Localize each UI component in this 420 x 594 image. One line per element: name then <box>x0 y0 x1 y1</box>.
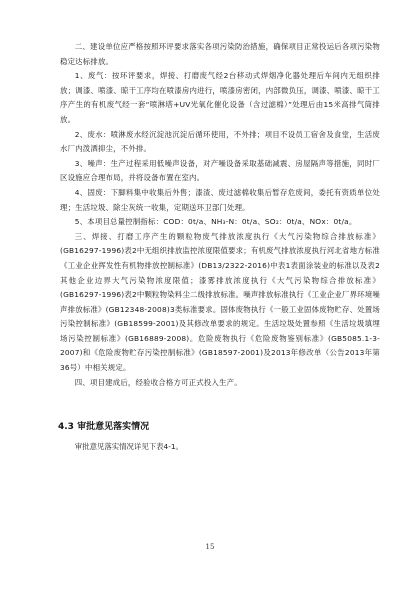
paragraph-emission-standards: 三、焊接、打磨工序产生的颗粒物废气排放浓度执行《大气污染物综合排放标准》(GB16297-1996)表2中无组织排放监控浓度限值要求；有机废气排放浓度执行河北省地方标准《工业企业挥发性有机物排放控制标准》(DB13/2322-2016)中表1表面涂装业的标准以及表2其他企业边界大气污染物浓度限值；漆雾排放浓度执行《大气污染物综合排放标准》(GB16297-1996)表2中颗粒物染料尘二级排放标准。噪声排放标准执行《工业企业厂界环境噪声排放标准》(GB12348-2008)3类标准要求。固体废物执行《一般工业固体废物贮存、处置场污染控制标准》(GB18599-2001)及其修改单要求的规定。生活垃圾处置参照《生活垃圾填埋场污染控制标准》(GB16889-2008)。危险废物执行《危险废物鉴别标准》(GB5085.1-3-2007)和《危险废物贮存污染控制标准》(GB18597-2001)及2013年修改单（公告2013年第36号）中相关规定。 <box>60 231 380 373</box>
section-intro-text: 审批意见落实情况详见下表4-1。 <box>74 442 183 451</box>
page-number: 15 <box>205 543 215 551</box>
section-title: 4.3 审批意见落实情况 <box>58 422 150 432</box>
paragraph-total-control: 5、本项目总量控制指标：COD：0t/a、NH₃-N：0t/a、SO₂：0t/a、NOx：0t/a。 <box>74 217 357 227</box>
paragraph-acceptance: 四、项目建成后，经验收合格方可正式投入生产。 <box>74 377 242 387</box>
paragraph-general-requirement: 二、建设单位应严格按照环评要求落实各项污染防治措施，确保项目正常投运后各项污染物稳定达标排放。 <box>60 42 380 66</box>
paragraph-solid-waste: 4、固废：下脚料集中收集后外售；漆渣、废过滤棉收集后暂存危废间，委托有资质单位处理；生活垃圾、除尘灰统一收集，定期送环卫部门处理。 <box>60 187 380 212</box>
paragraph-waste-water: 2、废水：喷淋废水经沉淀池沉淀后循环使用，不外排；项目不设员工宿舍及食堂，生活废水厂内泼洒抑尘，不外排。 <box>60 129 380 154</box>
paragraph-waste-gas: 1、废气：按环评要求，焊接、打磨废气经2台移动式焊烟净化器处理后车间内无组织排放；调漆、喷漆、晾干工序均在喷漆房内进行，喷漆房密闭，内部微负压，调漆、喷漆、晾干工序产生的有机废气经一套“喷淋塔+UV光氧化催化设备（含过滤棉）”处理后由15米高排气筒排放。 <box>60 71 380 124</box>
paragraph-noise: 3、噪声：生产过程采用低噪声设备，对产噪设备采取基础减震、房屋隔声等措施，同时厂区设施应合理布局，并将设备布置在室内。 <box>60 158 380 183</box>
approval-requirements-text <box>60 40 380 390</box>
